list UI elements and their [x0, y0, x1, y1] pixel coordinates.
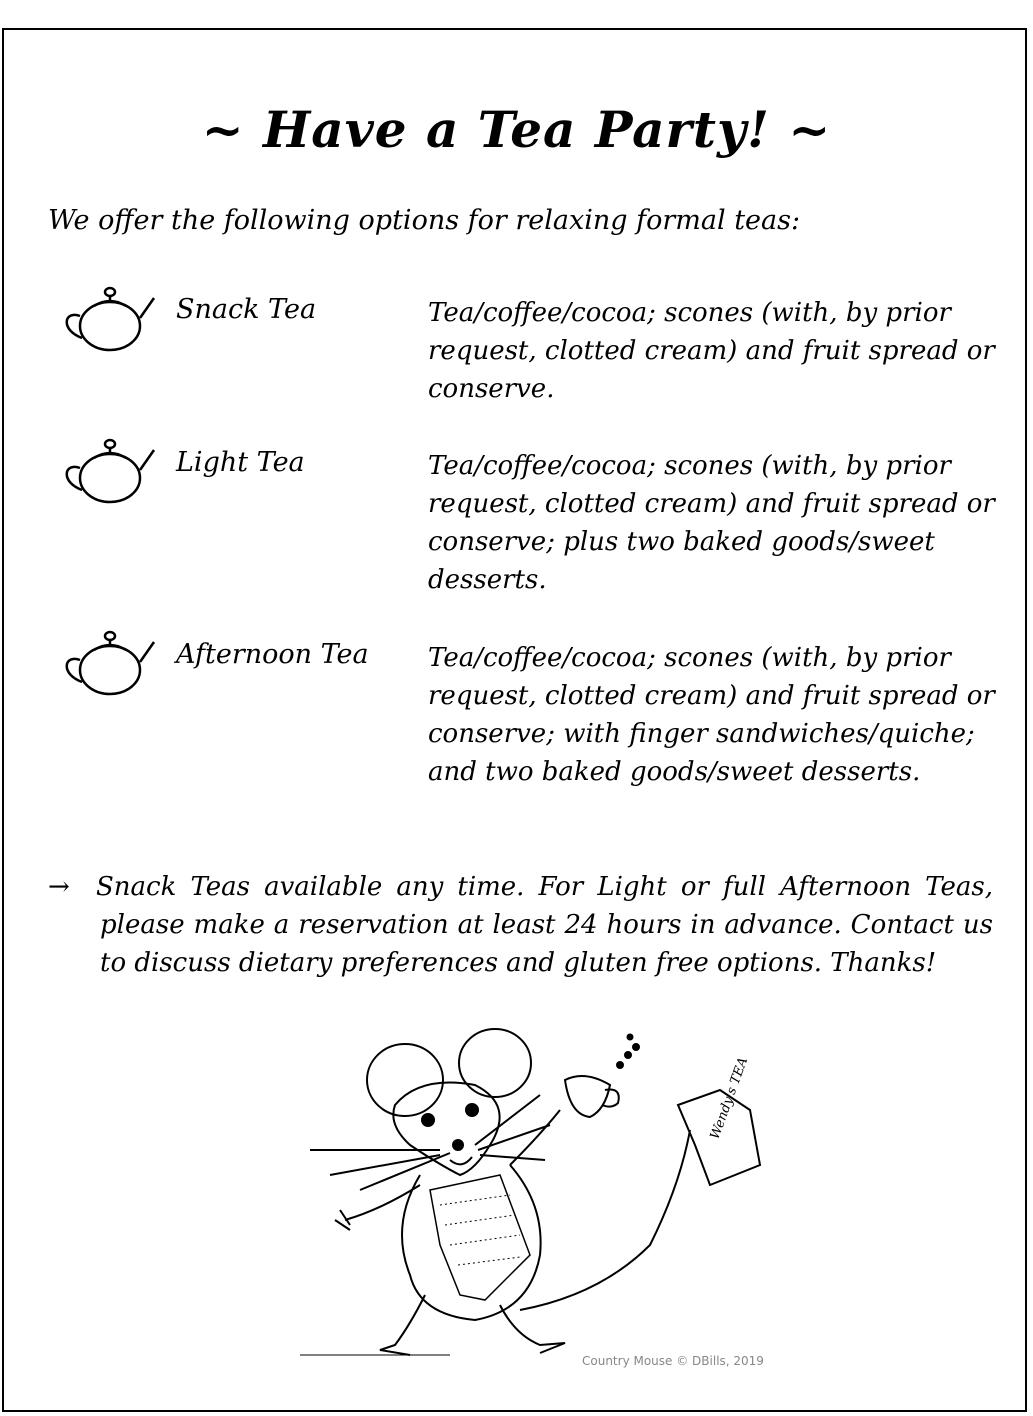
- tea-description-light: Tea/coffee/cocoa; scones (with, by prior request, clotted cream) and fruit spread or conserve; plus two baked goods/sweet desserts.: [428, 451, 995, 595]
- intro-text: We offer the following options for relaxing formal teas:: [48, 205, 801, 236]
- teapot-icon: [58, 278, 158, 358]
- tea-description-snack: Tea/coffee/cocoa; scones (with, by prior request, clotted cream) and fruit spread or conserve.: [428, 298, 995, 404]
- credit-text: Country Mouse © DBills, 2019: [582, 1354, 764, 1368]
- tea-tag-label: Wendy's TEA: [707, 1055, 752, 1142]
- teapot-icon: [58, 622, 158, 702]
- arrow-right-icon: →: [48, 872, 70, 902]
- mouse-illustration: [300, 1025, 780, 1385]
- reservation-note: [48, 868, 993, 982]
- tea-name-snack: Snack Tea: [176, 294, 317, 325]
- reservation-note-text: Snack Teas available any time. For Light or full Afternoon Teas, please make a reservation at least 24 hours in advance. Contact us to discuss dietary preferences and gluten free options. Thanks!: [96, 872, 993, 978]
- tea-name-afternoon: Afternoon Tea: [176, 639, 369, 670]
- tea-description-afternoon: Tea/coffee/cocoa; scones (with, by prior request, clotted cream) and fruit spread or conserve; with finger sandwiches/quiche; and two baked goods/sweet desserts.: [428, 643, 995, 787]
- tea-name-light: Light Tea: [176, 447, 305, 478]
- teapot-icon: [58, 430, 158, 510]
- page-title: ~ Have a Tea Party! ~: [201, 100, 832, 159]
